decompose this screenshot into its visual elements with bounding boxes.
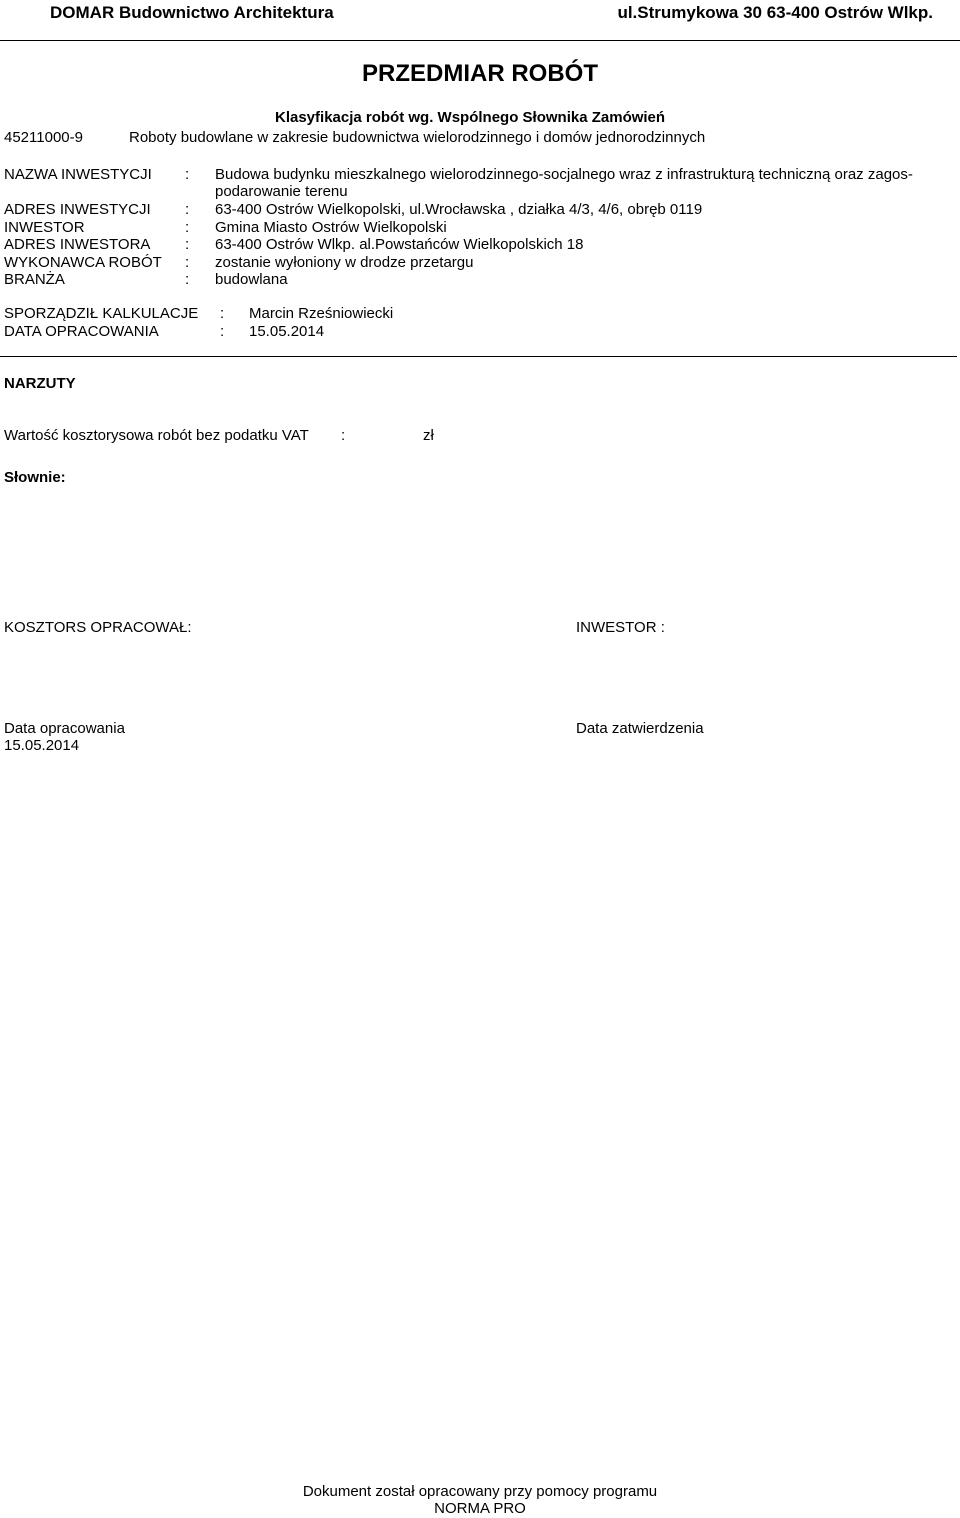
investment-name-value-cont: podarowanie terenu	[215, 183, 348, 200]
words-label: Słownie:	[4, 469, 66, 486]
investor-address-colon: :	[185, 236, 190, 253]
footer-line-2: NORMA PRO	[434, 1500, 526, 1517]
investment-address-label: ADRES INWESTYCJI	[4, 201, 151, 218]
prepared-by-value: Marcin Rześniowiecki	[249, 305, 394, 322]
investment-name-colon: :	[185, 166, 190, 183]
page-title: PRZEDMIAR ROBÓT	[362, 60, 598, 87]
footer-line-1: Dokument został opracowany przy pomocy programu	[302, 1483, 658, 1500]
contractor-label: WYKONAWCA ROBÓT	[4, 254, 162, 271]
investor-colon: :	[185, 219, 190, 236]
document-header	[0, 0, 960, 41]
branch-colon: :	[185, 271, 190, 288]
investor-signature-label: INWESTOR :	[576, 619, 665, 636]
classification-heading: Klasyfikacja robót wg. Wspólnego Słownika Zamówień	[275, 109, 666, 126]
classification-description: Roboty budowlane w zakresie budownictwa wielorodzinnego i domów jednorodzinnych	[129, 129, 706, 146]
investment-address-value: 63-400 Ostrów Wielkopolski, ul.Wrocławska , działka 4/3, 4/6, obręb 0119	[215, 201, 703, 218]
prepared-date-colon: :	[220, 323, 225, 340]
company-address: ul.Strumykowa 30 63-400 Ostrów Wlkp.	[617, 3, 933, 22]
section-divider	[0, 356, 957, 357]
cost-value-unit: zł	[423, 427, 434, 444]
branch-value: budowlana	[215, 271, 288, 288]
prepared-by-label: SPORZĄDZIŁ KALKULACJE	[4, 305, 199, 322]
prepared-by-colon: :	[220, 305, 225, 322]
cost-value-colon: :	[341, 427, 346, 444]
author-label: KOSZTORS OPRACOWAŁ:	[4, 619, 192, 636]
prep-date-value: 15.05.2014	[4, 737, 80, 754]
investor-label: INWESTOR	[4, 219, 85, 236]
contractor-colon: :	[185, 254, 190, 271]
prepared-date-value: 15.05.2014	[249, 323, 325, 340]
investment-address-colon: :	[185, 201, 190, 218]
branch-label: BRANŻA	[4, 271, 65, 288]
investment-name-value: Budowa budynku mieszkalnego wielorodzinnego-socjalnego wraz z infrastrukturą techniczną oraz zagos-	[215, 166, 913, 183]
prep-date-label: Data opracowania	[4, 720, 125, 737]
contractor-value: zostanie wyłoniony w drodze przetargu	[215, 254, 474, 271]
prepared-date-label: DATA OPRACOWANIA	[4, 323, 159, 340]
approval-date-label: Data zatwierdzenia	[576, 720, 704, 737]
cost-value-label: Wartość kosztorysowa robót bez podatku VAT	[4, 427, 309, 444]
investor-address-label: ADRES INWESTORA	[4, 236, 151, 253]
narzuty-heading: NARZUTY	[4, 375, 76, 392]
company-name: DOMAR Budownictwo Architektura	[50, 3, 334, 22]
classification-code: 45211000-9	[4, 129, 83, 146]
investor-address-value: 63-400 Ostrów Wlkp. al.Powstańców Wielkopolskich 18	[215, 236, 584, 253]
investment-name-label: NAZWA INWESTYCJI	[4, 166, 152, 183]
investor-value: Gmina Miasto Ostrów Wielkopolski	[215, 219, 447, 236]
